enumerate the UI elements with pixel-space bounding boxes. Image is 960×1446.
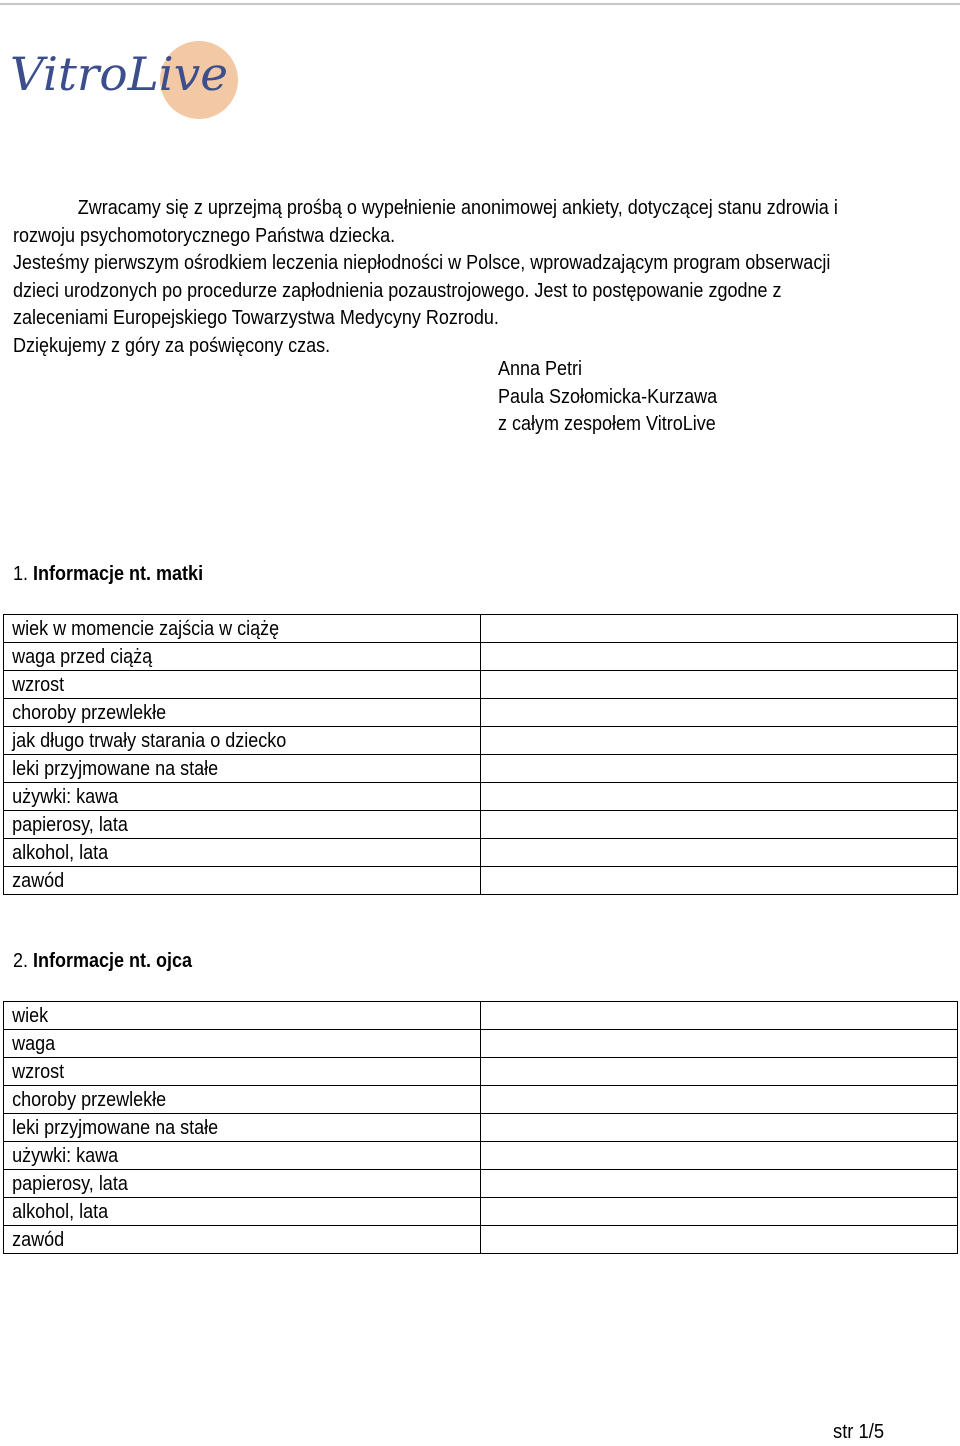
section-title-mother [13,560,203,588]
form-row [4,1226,958,1254]
form-row-answer-field[interactable] [481,1198,958,1226]
form-row-answer-field[interactable] [481,1142,958,1170]
form-row-label-cell [4,783,481,811]
form-row-answer-field[interactable] [481,727,958,755]
form-row-label-cell [4,839,481,867]
form-row-label-cell [4,1058,481,1086]
signature-line-2: Paula Szołomicka-Kurzawa [498,385,718,408]
form-row-label: choroby przewlekłe [12,1089,167,1111]
form-row-label-cell [4,1030,481,1058]
section-number: 2. [13,950,29,972]
section-title-father [13,947,192,975]
form-row-label: zawód [12,1229,65,1251]
form-row [4,755,958,783]
form-row-label: waga przed ciążą [12,646,153,668]
form-row-answer-field[interactable] [481,1086,958,1114]
mother-info-table [3,614,958,895]
intro-paragraph-thanks: Dziękujemy z góry za poświęcony czas. [13,334,331,357]
intro-paragraph-program: Jesteśmy pierwszym ośrodkiem leczenia niepłodności w Polsce, wprowadzającym program obserwacji dzieci urodzonych po procedurze zapłodnienia pozaustrojowego. Jest to postępowanie zgodne z zaleceniami Europejskiego Towarzystwa Medycyny Rozrodu. [13,252,831,330]
signature-block [498,356,717,439]
form-row-label-cell [4,755,481,783]
logo-wordmark: VitroLive [10,47,229,101]
form-row-label: alkohol, lata [12,1201,109,1223]
form-row-label: wiek w momencie zajścia w ciążę [12,618,280,640]
form-row-label: używki: kawa [12,1145,119,1167]
form-row-answer-field[interactable] [481,1030,958,1058]
form-row [4,1030,958,1058]
form-row-label-cell [4,1142,481,1170]
form-row-label-cell [4,1002,481,1030]
form-row-label: wiek [12,1005,49,1027]
intro-text [13,195,850,361]
form-row-label-cell [4,1086,481,1114]
form-row [4,1086,958,1114]
form-row-label-cell [4,867,481,895]
form-row-label-cell [4,671,481,699]
form-row [4,727,958,755]
form-row-label: leki przyjmowane na stałe [12,758,219,780]
form-row-label-cell [4,1198,481,1226]
page-number: str 1/5 [833,1421,885,1443]
form-row-label: jak długo trwały starania o dziecko [12,730,287,752]
form-row-label-cell [4,727,481,755]
form-row-answer-field[interactable] [481,1002,958,1030]
vitrolive-logo-graphic [8,28,248,120]
section-number: 1. [13,563,29,585]
form-row [4,811,958,839]
form-row-answer-field[interactable] [481,867,958,895]
form-row-label: wzrost [12,1061,65,1083]
form-row-label-cell [4,1170,481,1198]
form-row-label-cell [4,811,481,839]
form-row-answer-field[interactable] [481,615,958,643]
form-row-answer-field[interactable] [481,755,958,783]
form-row-label-cell [4,615,481,643]
form-row-label: leki przyjmowane na stałe [12,1117,219,1139]
form-row-label: zawód [12,870,65,892]
vitrolive-logo [8,28,248,120]
form-row-label: waga [12,1033,56,1055]
form-row-answer-field[interactable] [481,643,958,671]
form-row [4,867,958,895]
section-heading: Informacje nt. ojca [33,950,193,972]
form-row-answer-field[interactable] [481,699,958,727]
form-row [4,783,958,811]
form-row [4,671,958,699]
form-row-answer-field[interactable] [481,671,958,699]
form-row [4,1002,958,1030]
form-row [4,643,958,671]
form-row-label-cell [4,1114,481,1142]
form-row-label-cell [4,643,481,671]
form-row [4,1170,958,1198]
form-row-label: papierosy, lata [12,1173,128,1195]
signature-line-3: z całym zespołem VitroLive [498,413,716,436]
form-row-label: używki: kawa [12,786,119,808]
form-row-answer-field[interactable] [481,811,958,839]
form-row-label: papierosy, lata [12,814,128,836]
form-row [4,1142,958,1170]
top-rule [0,3,960,5]
form-row [4,615,958,643]
father-info-table [3,1001,958,1254]
form-row [4,839,958,867]
form-row [4,1198,958,1226]
form-row-answer-field[interactable] [481,1170,958,1198]
form-row-label: wzrost [12,674,65,696]
form-row-answer-field[interactable] [481,783,958,811]
form-row-answer-field[interactable] [481,1226,958,1254]
form-row-label-cell [4,699,481,727]
form-row-label: alkohol, lata [12,842,109,864]
intro-paragraph-request: Zwracamy się z uprzejmą prośbą o wypełnienie anonimowej ankiety, dotyczącej stanu zdrowia i rozwoju psychomotorycznego Państwa dziecka. [13,197,838,247]
form-row-answer-field[interactable] [481,1114,958,1142]
signature-line-1: Anna Petri [498,358,583,380]
form-row-answer-field[interactable] [481,839,958,867]
section-heading: Informacje nt. matki [33,563,204,585]
form-row [4,1058,958,1086]
form-row-answer-field[interactable] [481,1058,958,1086]
form-row [4,1114,958,1142]
form-row-label-cell [4,1226,481,1254]
form-row [4,699,958,727]
form-row-label: choroby przewlekłe [12,702,167,724]
